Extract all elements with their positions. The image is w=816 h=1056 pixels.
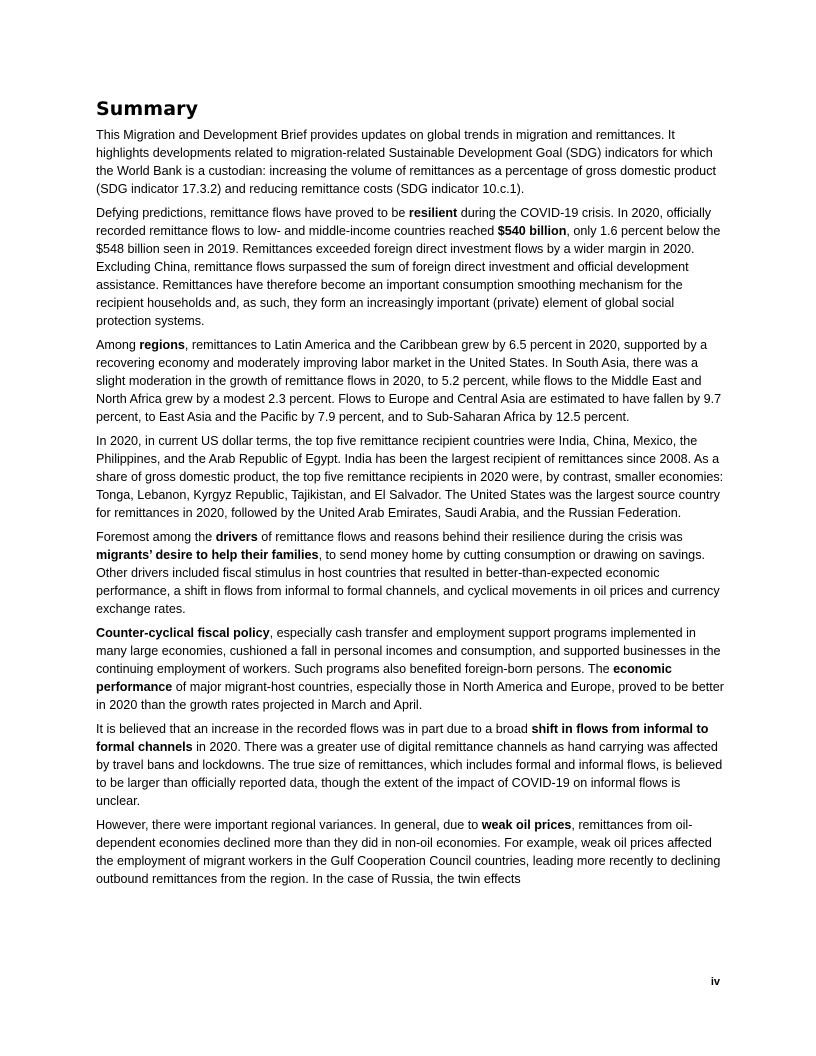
text-run: , especially cash transfer and employment support programs implemented in many large economies, cushioned a fall in personal incomes and consumption, and supported businesses in the continuing employment of workers. Such programs also benefited foreign-born persons. The xyxy=(96,626,721,676)
text-run: Among xyxy=(96,338,140,352)
paragraph-3 xyxy=(96,336,724,426)
text-run: , to send money home by cutting consumption or drawing on savings. Other drivers included fiscal stimulus in host countries that resulted in better-than-expected economic performance, a shift in flows from informal to formal channels, and cyclical movements in oil prices and currency exchange rates. xyxy=(96,548,720,616)
text-run: In 2020, in current US dollar terms, the top five remittance recipient countries were India, China, Mexico, the Philippines, and the Arab Republic of Egypt. India has been the largest recipient of remittances since 2008. As a share of gross domestic product, the top five remittance recipients in 2020 were, by contrast, smaller economies: Tonga, Lebanon, Kyrgyz Republic, Tajikistan, and El Salvador. The United States was the largest source country for remittances in 2020, followed by the United Arab Emirates, Saudi Arabia, and the Russian Federation. xyxy=(96,434,724,520)
bold-phrase: regions xyxy=(139,338,185,352)
paragraph-8 xyxy=(96,816,724,888)
paragraph-7 xyxy=(96,720,724,810)
summary-body xyxy=(96,126,724,894)
text-run: Foremost among the xyxy=(96,530,216,544)
bold-phrase: weak oil prices xyxy=(481,818,572,832)
bold-phrase: resilient xyxy=(408,206,458,220)
bold-phrase: $540 billion xyxy=(497,224,567,238)
bold-phrase: shift in flows from informal to formal channels xyxy=(96,722,709,754)
text-run: However, there were important regional variances. In general, due to xyxy=(96,818,482,832)
page-number: iv xyxy=(710,976,720,988)
bold-phrase: Counter-cyclical fiscal policy xyxy=(96,626,270,640)
text-run: , only 1.6 percent below the $548 billion seen in 2019. Remittances exceeded foreign direct investment flows by a wider margin in 2020. Excluding China, remittance flows surpassed the sum of foreign direct investment and official development assistance. Remittances have therefore become an important consumption smoothing mechanism for the recipient households and, as such, they form an increasingly important (private) element of global social protection systems. xyxy=(96,224,721,328)
page-title: Summary xyxy=(96,98,199,120)
text-run: Defying predictions, remittance flows have proved to be xyxy=(96,206,409,220)
text-run: It is believed that an increase in the recorded flows was in part due to a broad xyxy=(96,722,532,736)
paragraph-5 xyxy=(96,528,724,618)
text-run: , remittances from oil-dependent economies declined more than they did in non-oil economies. For example, weak oil prices affected the employment of migrant workers in the Gulf Cooperation Council countries, leading more recently to declining outbound remittances from the region. In the case of Russia, the twin effects xyxy=(96,818,721,886)
text-run: This Migration and Development Brief provides updates on global trends in migration and remittances. It highlights developments related to migration-related Sustainable Development Goal (SDG) indicators for which the World Bank is a custodian: increasing the volume of remittances as a percentage of gross domestic product (SDG indicator 17.3.2) and reducing remittance costs (SDG indicator 10.c.1). xyxy=(96,128,716,196)
paragraph-1 xyxy=(96,126,724,198)
paragraph-6 xyxy=(96,624,724,714)
text-run: of remittance flows and reasons behind their resilience during the crisis was xyxy=(257,530,683,544)
bold-phrase: economic performance xyxy=(96,662,672,694)
text-run: of major migrant-host countries, especially those in North America and Europe, proved to be better in 2020 than the growth rates projected in March and April. xyxy=(96,680,724,712)
text-run: during the COVID-19 crisis. In 2020, officially recorded remittance flows to low- and middle-income countries reached xyxy=(96,206,712,238)
paragraph-4 xyxy=(96,432,724,522)
paragraph-2 xyxy=(96,204,724,330)
text-run: in 2020. There was a greater use of digital remittance channels as hand carrying was affected by travel bans and lockdowns. The true size of remittances, which includes formal and informal flows, is believed to be larger than officially reported data, though the extent of the impact of COVID-19 on informal flows is unclear. xyxy=(96,740,723,808)
bold-phrase: drivers xyxy=(215,530,258,544)
text-run: , remittances to Latin America and the Caribbean grew by 6.5 percent in 2020, supported by a recovering economy and moderately improving labor market in the United States. In South Asia, there was a slight moderation in the growth of remittance flows in 2020, to 5.2 percent, while flows to the Middle East and North Africa grew by a modest 2.3 percent. Flows to Europe and Central Asia are estimated to have fallen by 9.7 percent, to East Asia and the Pacific by 7.9 percent, and to Sub-Saharan Africa by 12.5 percent. xyxy=(96,338,722,424)
bold-phrase: migrants’ desire to help their families xyxy=(96,548,319,562)
